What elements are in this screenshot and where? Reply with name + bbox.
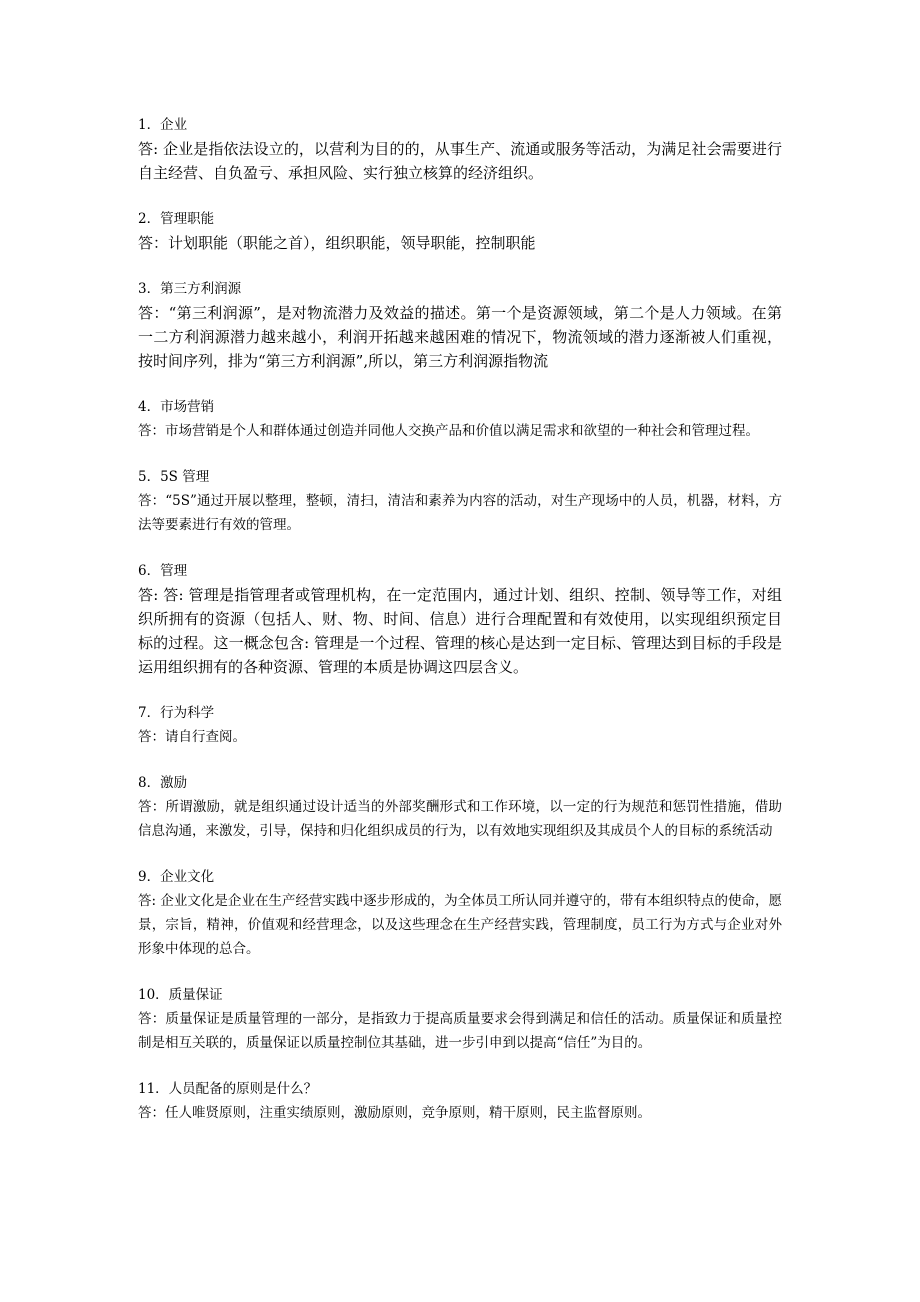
answer-text: 答：任人唯贤原则，注重实绩原则，激励原则，竞争原则，精干原则，民主监督原则。 [138,1105,651,1121]
answer-text: 答：所谓激励，就是组织通过设计适当的外部奖酬形式和工作环境，以一定的行为规范和惩罚性措施，借助信息沟通，来激发，引导，保持和归化组织成员的行为，以有效地实现组织及其成员个人的目标的系统活动 [138,799,782,839]
answer-text: 答: 企业是指依法设立的，以营利为目的的，从事生产、流通或服务等活动，为满足社会需要进行自主经营、自负盈亏、承担风险、实行独立核算的经济组织。 [138,140,782,182]
question-title: 3．第三方利润源 [138,281,242,297]
question-title: 9．企业文化 [138,869,215,885]
qa-item-2 [138,207,782,255]
qa-item-9 [138,865,782,961]
answer-text: 答: 企业文化是企业在生产经营实践中逐步形成的，为全体员工所认同并遵守的，带有本组织特点的使命，愿景，宗旨，精神，价值观和经营理念，以及这些理念在生产经营实践，管理制度，员工行为方式与企业对外形象中体现的总合。 [138,893,782,957]
qa-item-5 [138,465,782,537]
qa-item-11 [138,1077,782,1125]
answer-text: 答：请自行查阅。 [138,729,246,745]
question-title: 5．5S 管理 [138,469,210,485]
answer-text: 答：“第三利润源”，是对物流潜力及效益的描述。第一个是资源领域，第二个是人力领域。在第一二方利润源潜力越来越小，利润开拓越来越困难的情况下，物流领域的潜力逐渐被人们重视，按时间序列，排为“第三方利润源”,所以，第三方利润源指物流 [138,304,782,370]
qa-item-6 [138,559,782,679]
question-title: 10．质量保证 [138,987,223,1003]
question-title: 6．管理 [138,563,188,579]
question-title: 7．行为科学 [138,705,215,721]
question-title: 4．市场营销 [138,399,215,415]
qa-item-8 [138,771,782,843]
question-title: 8．激励 [138,775,188,791]
answer-text: 答：“5S”通过开展以整理，整顿，清扫，清洁和素养为内容的活动，对生产现场中的人员，机器，材料，方法等要素进行有效的管理。 [138,493,782,533]
qa-item-4 [138,395,782,443]
qa-item-3 [138,277,782,373]
answer-text: 答：市场营销是个人和群体通过创造并同他人交换产品和价值以满足需求和欲望的一种社会和管理过程。 [138,423,759,439]
question-title: 1．企业 [138,117,188,133]
qa-item-7 [138,701,782,749]
qa-item-10 [138,983,782,1055]
answer-text: 答: 答: 管理是指管理者或管理机构，在一定范围内，通过计划、组织、控制、领导等工作，对组织所拥有的资源（包括人、财、物、时间、信息）进行合理配置和有效使用，以实现组织预定目标的过程。这一概念包含: 管理是一个过程、管理的核心是达到一定目标、管理达到目标的手段是运用组织拥有的各种资源、管理的本质是协调这四层含义。 [138,586,782,676]
question-title: 2．管理职能 [138,211,215,227]
answer-text: 答：计划职能（职能之首），组织职能，领导职能，控制职能 [138,234,536,252]
question-title: 11．人员配备的原则是什么？ [138,1081,318,1097]
answer-text: 答：质量保证是质量管理的一部分，是指致力于提高质量要求会得到满足和信任的活动。质量保证和质量控制是相互关联的，质量保证以质量控制位其基础，进一步引申到以提高“信任”为目的。 [138,1011,782,1051]
qa-item-1 [138,113,782,185]
